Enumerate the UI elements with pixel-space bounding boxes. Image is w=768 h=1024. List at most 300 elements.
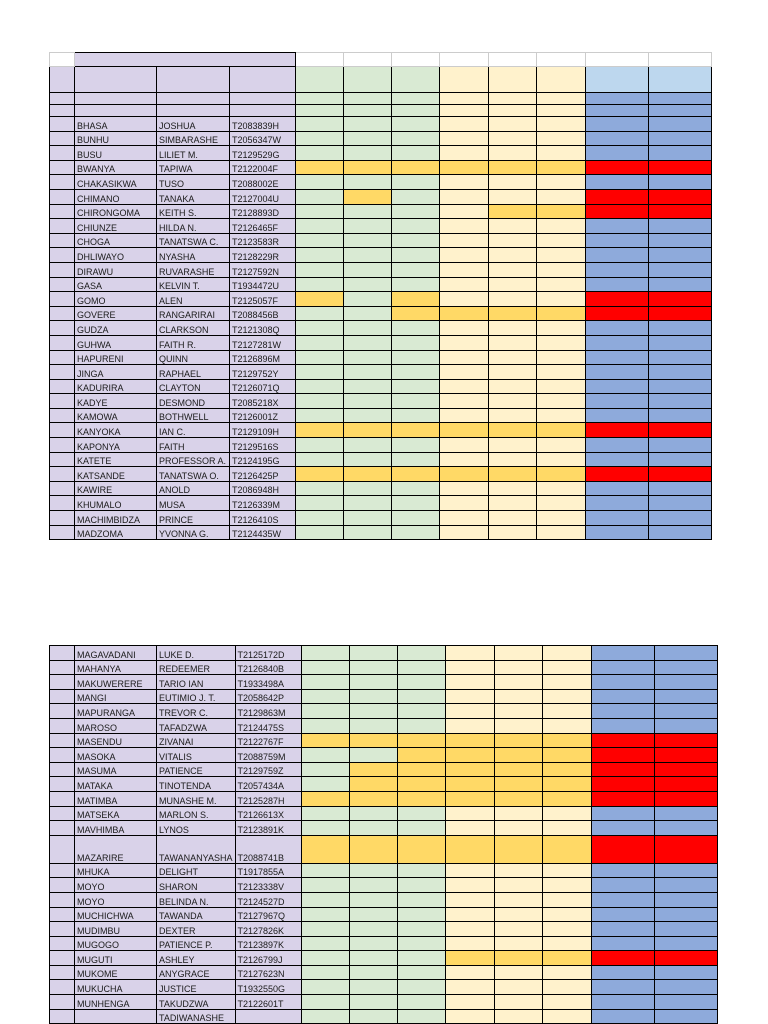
status-cell [494, 965, 542, 980]
first-name-cell: TANATSWA C. [157, 233, 230, 248]
header-blank-cell [649, 53, 712, 67]
student-id-cell: T2129759Z [235, 762, 301, 777]
status-cell [537, 160, 586, 175]
status-cell [349, 922, 397, 937]
surname-cell: KATETE [75, 452, 157, 467]
status-cell [649, 423, 712, 438]
status-cell [654, 675, 717, 690]
status-cell [349, 748, 397, 763]
table-row [50, 160, 712, 175]
status-cell [494, 1009, 542, 1024]
status-cell [440, 117, 489, 132]
status-cell [349, 1009, 397, 1024]
row-index-cell [50, 379, 75, 394]
status-cell [649, 467, 712, 482]
surname-cell: MUDIMBU [75, 922, 157, 937]
status-cell [654, 821, 717, 836]
surname-cell: MASENDU [75, 733, 157, 748]
status-cell [301, 806, 349, 821]
status-cell [296, 306, 344, 321]
status-cell [586, 408, 649, 423]
status-cell [494, 951, 542, 966]
status-cell [296, 438, 344, 453]
header-cell [157, 93, 230, 105]
status-cell [537, 423, 586, 438]
table-row [50, 1009, 718, 1024]
table-row [50, 936, 718, 951]
status-cell [301, 878, 349, 893]
status-cell [344, 146, 392, 161]
status-cell [586, 306, 649, 321]
status-cell [537, 467, 586, 482]
status-cell [296, 350, 344, 365]
status-cell [586, 321, 649, 336]
status-cell [344, 438, 392, 453]
header-blank-cell [440, 53, 489, 67]
status-cell [542, 777, 591, 792]
status-cell [440, 511, 489, 526]
table-row [50, 408, 712, 423]
status-cell [397, 922, 445, 937]
table-row [50, 907, 718, 922]
status-cell [591, 748, 654, 763]
status-cell [649, 452, 712, 467]
status-cell [489, 292, 537, 307]
status-cell [654, 748, 717, 763]
status-cell [392, 423, 440, 438]
status-cell [392, 438, 440, 453]
first-name-cell: PATIENCE P. [157, 936, 236, 951]
row-index-cell [50, 733, 75, 748]
row-index-cell [50, 481, 75, 496]
status-cell [392, 233, 440, 248]
status-cell [296, 248, 344, 263]
table-row [50, 980, 718, 995]
status-cell [542, 821, 591, 836]
surname-cell: MUKOME [75, 965, 157, 980]
surname-cell: KAMOWA [75, 408, 157, 423]
status-cell [392, 394, 440, 409]
header-cell [157, 67, 230, 93]
status-cell [649, 189, 712, 204]
status-cell [649, 204, 712, 219]
surname-cell: MAKUWERERE [75, 675, 157, 690]
header-blank-cell [489, 53, 537, 67]
status-cell [591, 922, 654, 937]
status-cell [654, 980, 717, 995]
status-cell [542, 733, 591, 748]
status-cell [445, 965, 494, 980]
header-cell [296, 105, 344, 117]
header-cell [649, 67, 712, 93]
student-id-cell: T2126425P [230, 467, 296, 482]
status-cell [654, 878, 717, 893]
status-cell [344, 379, 392, 394]
surname-cell: MAHANYA [75, 660, 157, 675]
status-cell [296, 146, 344, 161]
status-cell [296, 262, 344, 277]
student-id-cell: T2088002E [230, 175, 296, 190]
status-cell [586, 262, 649, 277]
status-cell [445, 791, 494, 806]
first-name-cell: ZIVANAI [157, 733, 236, 748]
table-row [50, 350, 712, 365]
status-cell [654, 835, 717, 863]
status-cell [440, 306, 489, 321]
row-index-cell [50, 408, 75, 423]
status-cell [349, 733, 397, 748]
header-spacer-row [50, 105, 712, 117]
status-cell [591, 660, 654, 675]
status-cell [494, 748, 542, 763]
status-cell [654, 806, 717, 821]
first-name-cell: DELIGHT [157, 863, 236, 878]
status-cell [392, 467, 440, 482]
surname-cell: CHOGA [75, 233, 157, 248]
header-merged-cell [75, 53, 296, 67]
row-index-cell [50, 835, 75, 863]
status-cell [392, 408, 440, 423]
first-name-cell: JOSHUA [157, 117, 230, 132]
row-index-cell [50, 821, 75, 836]
status-cell [654, 660, 717, 675]
table-row [50, 791, 718, 806]
first-name-cell: PROFESSOR A. [157, 452, 230, 467]
status-cell [392, 292, 440, 307]
status-cell [397, 689, 445, 704]
surname-cell: MADZOMA [75, 525, 157, 540]
header-cell [75, 93, 157, 105]
first-name-cell: TUSO [157, 175, 230, 190]
status-cell [349, 835, 397, 863]
row-index-cell [50, 117, 75, 132]
status-cell [344, 160, 392, 175]
status-cell [494, 733, 542, 748]
header-cell [75, 67, 157, 93]
status-cell [649, 248, 712, 263]
status-cell [440, 262, 489, 277]
status-cell [489, 467, 537, 482]
status-cell [591, 733, 654, 748]
status-cell [494, 660, 542, 675]
header-spacer-row [50, 93, 712, 105]
status-cell [344, 467, 392, 482]
status-cell [349, 675, 397, 690]
header-blank-cell [50, 53, 75, 67]
status-cell [296, 467, 344, 482]
status-cell [392, 131, 440, 146]
table-row [50, 321, 712, 336]
status-cell [349, 791, 397, 806]
first-name-cell: TANAKA [157, 189, 230, 204]
status-cell [586, 175, 649, 190]
status-cell [344, 219, 392, 234]
surname-cell: MANGI [75, 689, 157, 704]
header-row-top [50, 53, 712, 67]
row-index-cell [50, 496, 75, 511]
row-index-cell [50, 762, 75, 777]
student-id-cell: T2124527D [235, 892, 301, 907]
row-index-cell [50, 306, 75, 321]
header-blank-cell [392, 53, 440, 67]
status-cell [296, 481, 344, 496]
student-id-cell: T2127967Q [235, 907, 301, 922]
surname-cell: GASA [75, 277, 157, 292]
status-cell [537, 189, 586, 204]
status-cell [344, 481, 392, 496]
status-cell [440, 277, 489, 292]
status-cell [489, 394, 537, 409]
status-cell [489, 233, 537, 248]
first-name-cell: CLAYTON [157, 379, 230, 394]
header-blank-cell [296, 53, 344, 67]
status-cell [397, 907, 445, 922]
row-index-cell [50, 863, 75, 878]
status-cell [397, 821, 445, 836]
status-cell [537, 496, 586, 511]
status-cell [349, 878, 397, 893]
status-cell [392, 525, 440, 540]
status-cell [586, 350, 649, 365]
row-index-cell [50, 292, 75, 307]
table-row [50, 718, 718, 733]
status-cell [537, 452, 586, 467]
surname-cell: KAWIRE [75, 481, 157, 496]
status-cell [649, 219, 712, 234]
header-blank-cell [344, 53, 392, 67]
status-cell [649, 117, 712, 132]
status-cell [392, 306, 440, 321]
status-cell [489, 511, 537, 526]
status-cell [542, 965, 591, 980]
student-id-cell: T2128893D [230, 204, 296, 219]
surname-cell: MUGUTI [75, 951, 157, 966]
status-cell [301, 922, 349, 937]
status-cell [654, 863, 717, 878]
status-cell [349, 704, 397, 719]
first-name-cell: TANATSWA O. [157, 467, 230, 482]
status-cell [440, 408, 489, 423]
surname-cell: KADYE [75, 394, 157, 409]
status-cell [445, 777, 494, 792]
status-cell [654, 907, 717, 922]
status-cell [537, 525, 586, 540]
header-cell [440, 67, 489, 93]
student-id-cell: T2125057F [230, 292, 296, 307]
row-index-cell [50, 951, 75, 966]
first-name-cell: LYNOS [157, 821, 236, 836]
status-cell [649, 379, 712, 394]
status-cell [542, 980, 591, 995]
surname-cell: MUNHENGA [75, 995, 157, 1010]
row-index-cell [50, 1009, 75, 1024]
status-cell [344, 233, 392, 248]
status-cell [494, 878, 542, 893]
status-cell [654, 965, 717, 980]
status-cell [489, 277, 537, 292]
status-cell [296, 175, 344, 190]
status-cell [392, 379, 440, 394]
student-id-cell: T2123891K [235, 821, 301, 836]
status-cell [537, 146, 586, 161]
status-cell [392, 511, 440, 526]
status-cell [296, 379, 344, 394]
row-index-cell [50, 350, 75, 365]
status-cell [301, 704, 349, 719]
status-cell [586, 467, 649, 482]
table-row [50, 423, 712, 438]
status-cell [489, 146, 537, 161]
status-cell [586, 365, 649, 380]
status-cell [654, 936, 717, 951]
status-cell [649, 175, 712, 190]
student-id-cell: T2127592N [230, 262, 296, 277]
status-cell [654, 777, 717, 792]
status-cell [445, 980, 494, 995]
status-cell [445, 675, 494, 690]
status-cell [537, 306, 586, 321]
status-cell [445, 646, 494, 661]
student-id-cell: T2086948H [230, 481, 296, 496]
surname-cell: MAGAVADANI [75, 646, 157, 661]
status-cell [494, 806, 542, 821]
status-cell [494, 922, 542, 937]
student-id-cell: T2129529G [230, 146, 296, 161]
status-cell [296, 511, 344, 526]
table-row [50, 995, 718, 1010]
status-cell [654, 733, 717, 748]
student-id-cell: T2126465F [230, 219, 296, 234]
header-blank-cell [537, 53, 586, 67]
table-row [50, 306, 712, 321]
status-cell [445, 748, 494, 763]
status-cell [649, 394, 712, 409]
first-name-cell: MUNASHE M. [157, 791, 236, 806]
status-cell [397, 936, 445, 951]
status-cell [542, 689, 591, 704]
first-name-cell: NYASHA [157, 248, 230, 263]
header-cell [75, 105, 157, 117]
header-cell [649, 93, 712, 105]
status-cell [591, 936, 654, 951]
status-cell [591, 791, 654, 806]
status-cell [591, 689, 654, 704]
status-cell [649, 262, 712, 277]
status-cell [494, 907, 542, 922]
header-cell [157, 105, 230, 117]
first-name-cell: EUTIMIO J. T. [157, 689, 236, 704]
student-id-cell: T2126339M [230, 496, 296, 511]
student-id-cell: T2088741B [235, 835, 301, 863]
first-name-cell: LILIET M. [157, 146, 230, 161]
status-cell [586, 423, 649, 438]
status-cell [344, 117, 392, 132]
header-cell [586, 93, 649, 105]
status-cell [591, 762, 654, 777]
first-name-cell: TAPIWA [157, 160, 230, 175]
surname-cell: MUGOGO [75, 936, 157, 951]
first-name-cell: LUKE D. [157, 646, 236, 661]
student-id-cell: T2126071Q [230, 379, 296, 394]
surname-cell: CHIUNZE [75, 219, 157, 234]
row-index-cell [50, 262, 75, 277]
status-cell [494, 689, 542, 704]
table-row [50, 951, 718, 966]
status-cell [542, 718, 591, 733]
first-name-cell: ALEN [157, 292, 230, 307]
status-cell [445, 863, 494, 878]
first-name-cell: KEITH S. [157, 204, 230, 219]
row-index-cell [50, 878, 75, 893]
status-cell [392, 262, 440, 277]
surname-cell: KATSANDE [75, 467, 157, 482]
status-cell [397, 1009, 445, 1024]
status-cell [649, 233, 712, 248]
table-row [50, 335, 712, 350]
surname-cell: MUCHICHWA [75, 907, 157, 922]
status-cell [586, 438, 649, 453]
status-cell [591, 951, 654, 966]
first-name-cell: YVONNA G. [157, 525, 230, 540]
row-index-cell [50, 646, 75, 661]
status-cell [654, 718, 717, 733]
first-name-cell: TREVOR C. [157, 704, 236, 719]
status-cell [649, 511, 712, 526]
student-id-cell [235, 1009, 301, 1024]
status-cell [349, 718, 397, 733]
status-cell [542, 922, 591, 937]
status-cell [440, 379, 489, 394]
status-cell [445, 835, 494, 863]
header-cell [230, 93, 296, 105]
status-cell [489, 204, 537, 219]
first-name-cell: TADIWANASHE [157, 1009, 236, 1024]
header-cell [586, 67, 649, 93]
status-cell [440, 394, 489, 409]
status-cell [654, 995, 717, 1010]
status-cell [586, 146, 649, 161]
status-cell [649, 306, 712, 321]
student-id-cell: T2129516S [230, 438, 296, 453]
table-row [50, 262, 712, 277]
header-cell [230, 105, 296, 117]
student-id-cell: T2124435W [230, 525, 296, 540]
status-cell [649, 350, 712, 365]
status-cell [654, 892, 717, 907]
table-row [50, 660, 718, 675]
table-row [50, 365, 712, 380]
status-cell [445, 936, 494, 951]
student-id-cell: T2127826K [235, 922, 301, 937]
status-cell [392, 350, 440, 365]
status-cell [494, 791, 542, 806]
first-name-cell: PATIENCE [157, 762, 236, 777]
status-cell [654, 1009, 717, 1024]
status-cell [591, 892, 654, 907]
status-cell [397, 965, 445, 980]
student-id-cell: T2058642P [235, 689, 301, 704]
status-cell [301, 863, 349, 878]
student-id-cell: T2088456B [230, 306, 296, 321]
table-row [50, 748, 718, 763]
status-cell [649, 438, 712, 453]
status-cell [445, 806, 494, 821]
row-index-cell [50, 511, 75, 526]
table-row [50, 689, 718, 704]
first-name-cell: TAWANANYASHA [157, 835, 236, 863]
status-cell [649, 365, 712, 380]
surname-cell: GUDZA [75, 321, 157, 336]
